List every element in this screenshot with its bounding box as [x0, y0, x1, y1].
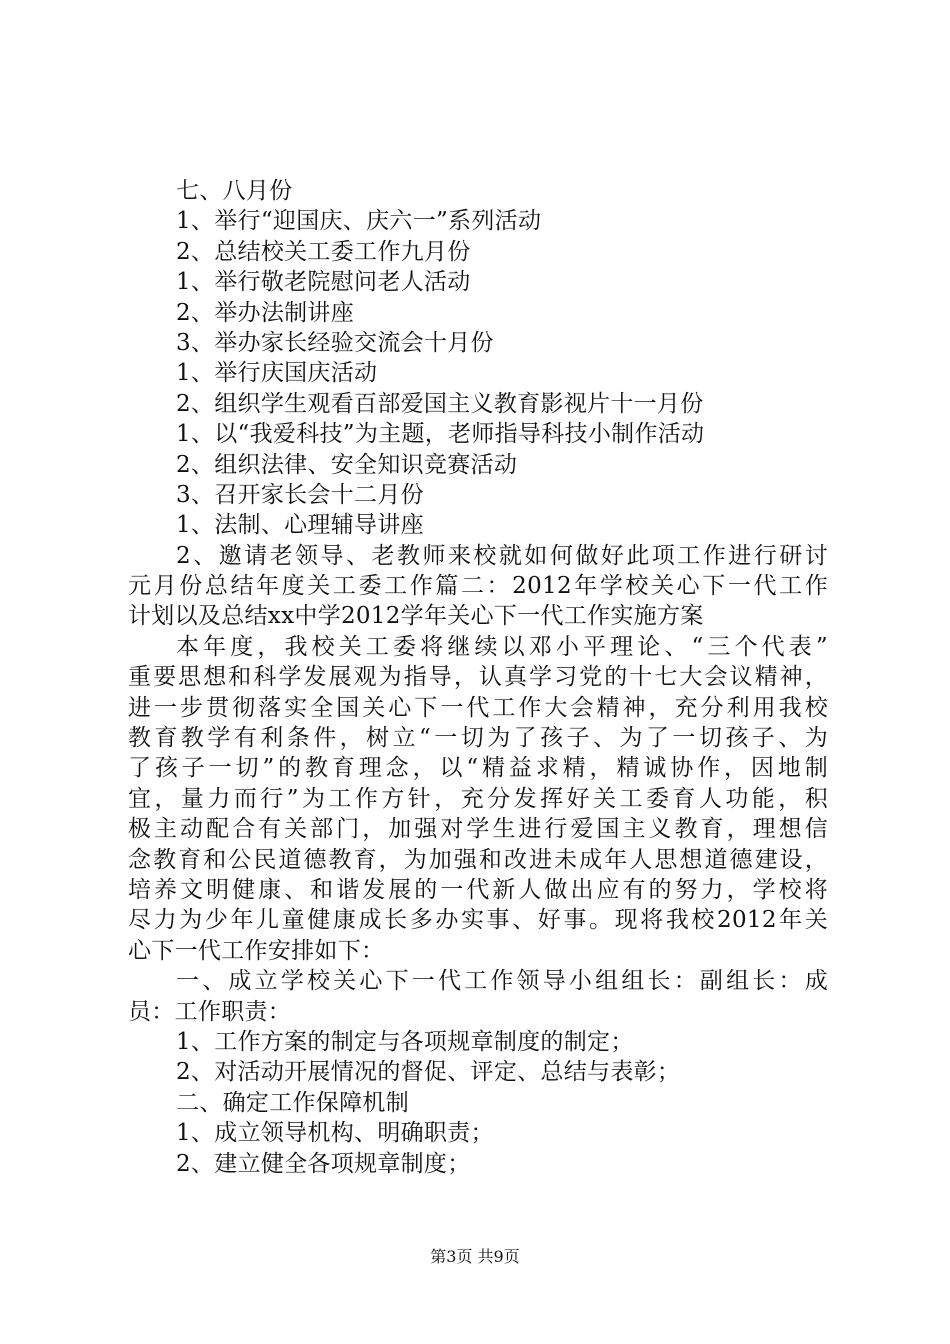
text-line: 心下一代工作安排如下：	[128, 937, 385, 964]
text-line: 员：工作职责：	[128, 998, 292, 1025]
text-line: 3、举办家长经验交流会十月份	[176, 329, 494, 356]
text-line: 3、召开家长会十二月份	[176, 481, 424, 508]
text-line: 2、举办法制讲座	[176, 299, 355, 326]
text-line: 培养文明健康、和谐发展的一代新人做出应有的努力，学校将	[128, 876, 828, 903]
text-line: 二、确定工作保障机制	[176, 1089, 409, 1116]
text-line: 本年度，我校关工委将继续以邓小平理论、“三个代表”	[176, 633, 828, 660]
document-body	[128, 176, 828, 1179]
text-line: 1、举行“迎国庆、庆六一”系列活动	[176, 208, 542, 235]
text-line: 2、邀请老领导、老教师来校就如何做好此项工作进行研讨	[176, 542, 828, 569]
text-line: 2、总结校关工委工作九月份	[176, 238, 471, 265]
text-line: 2、建立健全各项规章制度；	[176, 1150, 471, 1177]
text-line: 2、组织学生观看百部爱国主义教育影视片十一月份	[176, 390, 704, 417]
text-line: 一、成立学校关心下一代工作领导小组组长：副组长：成	[176, 968, 828, 995]
text-line: 计划以及总结xx中学2012学年关心下一代工作实施方案	[128, 603, 704, 630]
text-line: 教育教学有利条件，树立“一切为了孩子、为了一切孩子、为	[128, 725, 828, 752]
text-line: 念教育和公民道德教育，为加强和改进未成年人思想道德建设，	[128, 846, 828, 873]
text-line: 宜，量力而行”为工作方针，充分发挥好关工委育人功能，积	[128, 785, 828, 812]
text-line: 七、八月份	[176, 178, 293, 204]
text-line: 极主动配合有关部门，加强对学生进行爱国主义教育，理想信	[128, 816, 828, 843]
text-line: 元月份总结年度关工委工作篇二：2012年学校关心下一代工作	[128, 573, 828, 600]
text-line: 1、成立领导机构、明确职责；	[176, 1120, 494, 1147]
text-line: 了孩子一切”的教育理念，以“精益求精，精诚协作，因地制	[128, 755, 828, 782]
text-line: 1、法制、心理辅导讲座	[176, 512, 424, 539]
text-line: 1、举行庆国庆活动	[176, 360, 378, 387]
text-line: 2、组织法律、安全知识竞赛活动	[176, 451, 518, 478]
text-line: 1、工作方案的制定与各项规章制度的制定；	[176, 1028, 634, 1055]
page-footer: 第3页 共9页	[430, 1247, 520, 1266]
text-line: 进一步贯彻落实全国关心下一代工作大会精神，充分利用我校	[128, 694, 828, 721]
text-line: 尽力为少年儿童健康成长多办实事、好事。现将我校2012年关	[128, 907, 828, 934]
text-line: 重要思想和科学发展观为指导，认真学习党的十七大会议精神，	[128, 664, 828, 691]
text-line: 1、举行敬老院慰问老人活动	[176, 269, 471, 296]
text-line: 1、以“我爱科技”为主题，老师指导科技小制作活动	[176, 421, 705, 448]
text-line: 2、对活动开展情况的督促、评定、总结与表彰；	[176, 1059, 681, 1086]
